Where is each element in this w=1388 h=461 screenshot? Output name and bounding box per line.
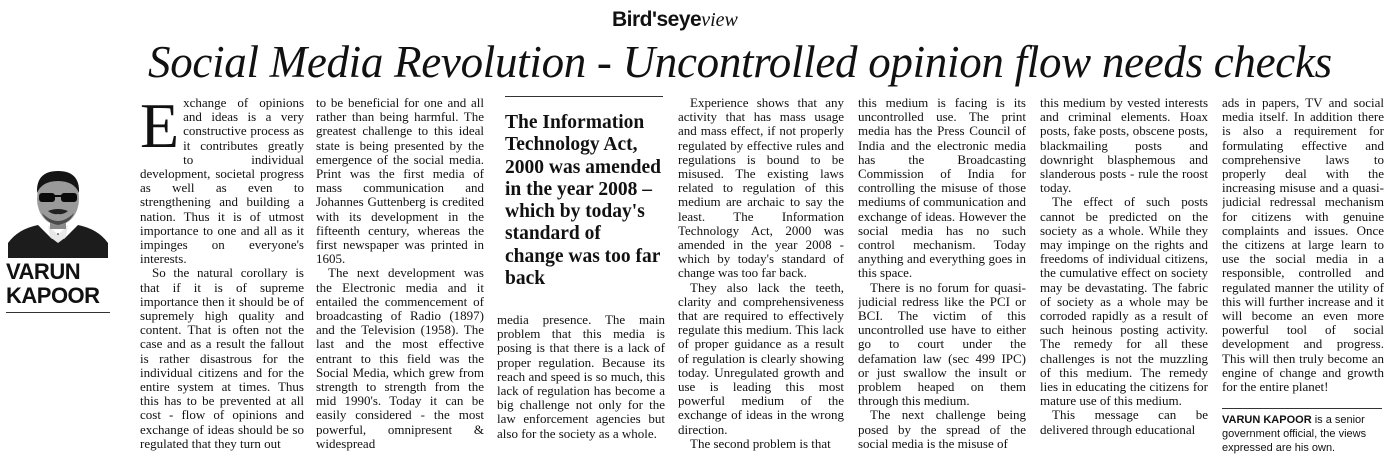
column-5: [858, 96, 1026, 458]
author-bio: [1222, 413, 1382, 455]
paragraph: The effect of such posts cannot be predicted on the society as a whole. While they may impinge on the rights and freedoms of individual citizens, the cumulative effect on society may be devastating. The fabric of society as a whole may be corroded rapidly as a result of such heinous posting activity. The remedy for all these challenges is not the muzzling of this medium. The remedy lies in educating the citizens for mature use of this medium.: [1040, 194, 1208, 409]
column-4: [678, 96, 844, 458]
paragraph: This message can be delivered through educational: [1040, 407, 1208, 437]
paragraph: Exchange of opinions and ideas is a very constructive process as it contributes greatly to individual development, societal progress as well as even to strengthening and building a nation. Thus it is of utmost importance to one and all as it impinges on everyone's interests.: [140, 96, 304, 267]
paragraph: The next development was the Electronic media and it entailed the commencement of broadcasting of Radio (1897) and the Television (1958). The last and the most effective entrant to this field was the Social Media, which grew from strength to strength from the mid 1990's. Today it can be easily considered - the most powerful, omnipresent & widespread: [316, 265, 484, 451]
kicker-bold: Bird'seye: [612, 8, 702, 31]
bio-name: VARUN KAPOOR: [1222, 414, 1312, 426]
author-photo: [8, 163, 108, 258]
paragraph: The next challenge being posed by the spread of the social media is the misuse of: [858, 407, 1026, 451]
byline-divider: [6, 312, 110, 313]
column-7: [1222, 96, 1384, 402]
paragraph: There is no forum for quasi-judicial redress like the PCI or BCI. The victim of this uncontrolled use have to either go to court under the defamation law (sec 499 IPC) or just swallow the insult or problem heaped on them through this medium.: [858, 279, 1026, 409]
drop-cap: E: [140, 96, 180, 161]
kicker-italic: view: [701, 9, 738, 31]
column-6: [1040, 96, 1208, 458]
article-headline: Social Media Revolution - Uncontrolled opinion flow needs checks: [148, 37, 1332, 87]
paragraph: to be beneficial for one and all rather than being harmful. The greatest challenge to this ideal state is being presented by the emergence of the social media. Print was the first media of mass communication and Johannes Guttenberg is credited with its development in the fifteenth century, whereas the first newspaper was printed in 1605.: [316, 96, 484, 267]
column-3: [497, 313, 665, 458]
paragraph: media presence. The main problem that this media is posing is that there is a lack of proper regulation. Because its reach and speed is so much, this lack of regulation has become a big challenge not only for the law enforcement agencies but also for the society as a whole.: [497, 313, 665, 441]
paragraph: this medium is facing is its uncontrolled use. The print media has the Press Council of India and the electronic media has the Broadcasting Commission of India for controlling the misuse of those mediums of communication and exchange of ideas. However the social media has no such control mechanism. Today anything and everything goes in this space.: [858, 96, 1026, 281]
author-name: [6, 260, 110, 308]
paragraph: this medium by vested interests and criminal elements. Hoax posts, fake posts, obscene posts, blackmailing posts and downright blasphemous and slanderous posts - rule the roost today.: [1040, 96, 1208, 196]
paragraph: ads in papers, TV and social media itself. In addition there is also a requirement for formulating effective and comprehensive laws to properly deal with the increasing misuse and a quasi-judicial redressal mechanism for citizens with genuine complaints and issues. Once the citizens at large learn to use the social media in a responsible, controlled and regulated manner the utility of this will further increase and it will become an even more powerful tool of social development and progress. This will then truly become an engine of change and growth for the entire planet!: [1222, 96, 1384, 395]
pull-quote-text: The Information Technology Act, 2000 was amended in the year 2008 – which by today's standard of change was too far back: [505, 112, 662, 290]
bio-divider: [1222, 408, 1382, 409]
pull-quote: [505, 96, 663, 307]
author-first-name: VARUN: [6, 259, 81, 284]
paragraph: The second problem is that: [690, 435, 831, 451]
paragraph: Experience shows that any activity that has mass usage and mass effect, if not properly regulated by effective rules and regulations is bound to be misused. The existing laws related to regulation of this medium are archaic to say the least. The Information Technology Act, 2000 was amended in the year 2008 - which by today's standard of change was too far back.: [678, 96, 844, 281]
column-2: [316, 96, 484, 458]
column-1: [140, 96, 304, 458]
bio-text: is a senior government official, the views expressed are his own.: [1222, 414, 1367, 454]
section-kicker: [612, 6, 772, 32]
paragraph: So the natural corollary is that if it is of supreme importance then it should be of supremely high quality and content. That is often not the case and as a result the fallout is rather disastrous for the individual citizens and for the entire system at times. Thus this has to be prevented at all cost - flow of opinions and exchange of ideas should be so regulated that they turn out: [140, 265, 304, 451]
paragraph: They also lack the teeth, clarity and comprehensiveness that are required to effectively regulate this medium. This lack of proper guidance as a result of regulation is clearly showing today. Unregulated growth and use is leading this most powerful medium of the exchange of ideas in the wrong direction.: [678, 279, 844, 437]
author-last-name: KAPOOR: [6, 283, 100, 308]
